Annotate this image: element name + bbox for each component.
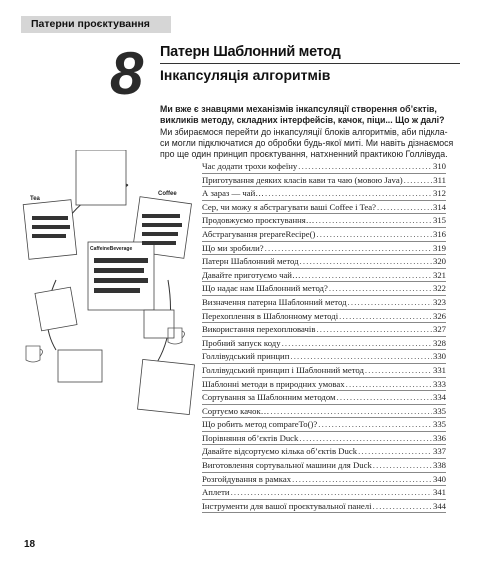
toc-entry-page: 334 <box>432 392 446 403</box>
title-divider <box>160 63 460 64</box>
diagram-label-caffeine-beverage: CaffeineBeverage <box>90 246 133 252</box>
toc-leader-dots <box>315 214 432 228</box>
toc-leader-dots <box>270 405 432 419</box>
toc-entry-page: 311 <box>433 174 446 185</box>
toc-entry-page: 310 <box>432 161 446 171</box>
toc-entry-title: Порівняння об’єктів Duck <box>202 432 299 443</box>
toc-entry-page: 330 <box>432 351 446 362</box>
toc-entry-page: 344 <box>432 500 446 511</box>
toc-entry-page: 312 <box>432 188 446 199</box>
toc-entry-page: 321 <box>432 269 446 280</box>
toc-entry-page: 320 <box>432 256 446 267</box>
toc-entry[interactable] <box>202 310 446 324</box>
toc-entry-title: Абстрагування prepareRecipe() <box>202 228 316 239</box>
diagram-label-coffee: Coffee <box>158 191 177 197</box>
toc-entry-title: Сер, чи можу я абстрагувати ваші Coffee і Tea? <box>202 201 376 212</box>
toc-leader-dots <box>300 255 432 269</box>
toc-entry[interactable] <box>202 405 446 419</box>
toc-entry-title: Перехоплення в Шаблонному методі <box>202 310 339 321</box>
toc-entry-title: Давайте приготуємо чай… <box>202 269 301 280</box>
toc-entry-title: Пробний запуск коду <box>202 337 281 348</box>
toc-entry[interactable] <box>202 174 446 188</box>
toc-entry-title: Визначення патерна Шаблонний метод <box>202 296 347 307</box>
toc-entry-page: 314 <box>432 201 446 212</box>
toc-entry-title: Давайте відсортуємо кілька об’єктів Duck <box>202 446 358 457</box>
toc-entry-title: Голлівудський принцип <box>202 351 290 362</box>
toc-leader-dots <box>298 160 432 174</box>
chapter-subtitle: Інкапсуляція алгоритмів <box>160 67 331 83</box>
chapter-title: Патерн Шаблонний метод <box>160 44 341 60</box>
toc-leader-dots <box>346 378 432 392</box>
section-header <box>21 16 171 33</box>
table-of-contents <box>202 160 446 513</box>
toc-entry-title: А зараз — чай… <box>202 188 264 199</box>
toc-entry[interactable] <box>202 214 446 228</box>
toc-entry[interactable] <box>202 296 446 310</box>
toc-leader-dots <box>318 418 432 432</box>
toc-leader-dots <box>329 282 432 296</box>
toc-entry[interactable] <box>202 418 446 432</box>
intro-line: про ще один принцип проєктування, натхненний практикою Голлівуда. <box>160 149 448 160</box>
toc-entry[interactable] <box>202 364 446 378</box>
toc-leader-dots <box>231 486 432 500</box>
toc-entry-title: Шаблонні методи в природних умовах <box>202 378 345 389</box>
toc-leader-dots <box>292 473 432 487</box>
toc-entry[interactable] <box>202 473 446 487</box>
toc-entry-title: Використання перехоплювачів <box>202 324 316 335</box>
toc-entry[interactable] <box>202 486 446 500</box>
toc-leader-dots <box>373 500 432 514</box>
toc-leader-dots <box>316 228 432 242</box>
toc-leader-dots <box>377 201 432 215</box>
toc-entry-title: Сортування за Шаблонним методом <box>202 392 336 403</box>
toc-entry-page: 323 <box>432 296 446 307</box>
toc-entry-page: 328 <box>432 337 446 348</box>
toc-entry[interactable] <box>202 269 446 283</box>
toc-entry-page: 331 <box>432 364 446 375</box>
toc-leader-dots <box>290 350 432 364</box>
toc-entry[interactable] <box>202 432 446 446</box>
intro-line: викликів методу, складних інтерфейсів, качок, піци... Що ж далі? <box>160 115 445 126</box>
section-header-label: Патерни проєктування <box>31 18 150 30</box>
toc-leader-dots <box>358 445 432 459</box>
toc-entry-page: 335 <box>432 419 446 430</box>
diagram-label-tea: Tea <box>30 196 40 202</box>
toc-entry-title: Інструменти для вашої проєктувальної панелі <box>202 500 372 511</box>
toc-leader-dots <box>302 269 432 283</box>
toc-entry-title: Аплети <box>202 487 230 498</box>
toc-entry[interactable] <box>202 282 446 296</box>
toc-entry[interactable] <box>202 500 446 514</box>
toc-entry-title: Виготовлення сортувальної машини для Duck <box>202 460 372 471</box>
toc-entry-title: Час додати трохи кофеїну <box>202 161 298 171</box>
toc-entry[interactable] <box>202 187 446 201</box>
chapter-number: 8 <box>110 40 144 107</box>
toc-leader-dots <box>265 242 432 256</box>
toc-entry-title: Що робить метод compareTo()? <box>202 419 318 430</box>
toc-entry-page: 326 <box>432 310 446 321</box>
toc-leader-dots <box>265 187 432 201</box>
toc-entry-page: 319 <box>432 242 446 253</box>
toc-entry-page: 337 <box>432 446 446 457</box>
toc-entry-page: 338 <box>432 460 446 471</box>
toc-entry[interactable] <box>202 337 446 351</box>
toc-entry[interactable] <box>202 160 446 174</box>
toc-entry-page: 340 <box>432 473 446 484</box>
toc-entry[interactable] <box>202 378 446 392</box>
toc-entry[interactable] <box>202 255 446 269</box>
toc-entry[interactable] <box>202 445 446 459</box>
toc-leader-dots <box>404 174 433 188</box>
toc-entry[interactable] <box>202 242 446 256</box>
toc-entry-page: 341 <box>432 487 446 498</box>
intro-line: Ми вже є знавцями механізмів інкапсуляції створення об’єктів, <box>160 104 437 114</box>
chapter-illustration <box>18 150 198 440</box>
toc-entry-page: 315 <box>432 215 446 226</box>
toc-leader-dots <box>299 432 432 446</box>
toc-leader-dots <box>348 296 432 310</box>
toc-entry-page: 316 <box>432 228 446 239</box>
toc-leader-dots <box>339 310 432 324</box>
chapter-intro <box>160 104 470 160</box>
toc-entry-title: Продовжуємо проєктування… <box>202 215 315 226</box>
toc-entry[interactable] <box>202 323 446 337</box>
toc-leader-dots <box>365 364 432 378</box>
toc-entry-page: 322 <box>432 283 446 294</box>
toc-entry[interactable] <box>202 201 446 215</box>
toc-entry-page: 336 <box>432 432 446 443</box>
toc-entry-page: 327 <box>432 324 446 335</box>
toc-entry[interactable] <box>202 391 446 405</box>
toc-entry-title: Голлівудський принцип і Шаблонний метод <box>202 364 364 375</box>
toc-entry-title: Сортуємо качок… <box>202 405 270 416</box>
toc-leader-dots <box>337 391 432 405</box>
toc-entry-title: Приготування деяких класів кави та чаю (мовою Java) <box>202 174 403 185</box>
toc-entry-title: Патерн Шаблонний метод <box>202 256 299 267</box>
toc-entry-page: 335 <box>432 405 446 416</box>
toc-leader-dots <box>282 337 432 351</box>
toc-entry-title: Що надає нам Шаблонний метод? <box>202 283 328 294</box>
page-number: 18 <box>24 539 36 550</box>
toc-leader-dots <box>373 459 432 473</box>
toc-entry[interactable] <box>202 228 446 242</box>
toc-entry-page: 333 <box>432 378 446 389</box>
toc-entry[interactable] <box>202 350 446 364</box>
toc-entry[interactable] <box>202 459 446 473</box>
toc-entry-title: Що ми зробили? <box>202 242 264 253</box>
toc-leader-dots <box>316 323 432 337</box>
intro-line: си могли підключатися до обробки будь-якої миті. Ми навіть дізнаємося <box>160 137 454 148</box>
intro-line: Ми збираємося перейти до інкапсуляції блоків алгоритмів, аби підкла- <box>160 126 448 137</box>
toc-entry-title: Розгойдування в рамках <box>202 473 292 484</box>
